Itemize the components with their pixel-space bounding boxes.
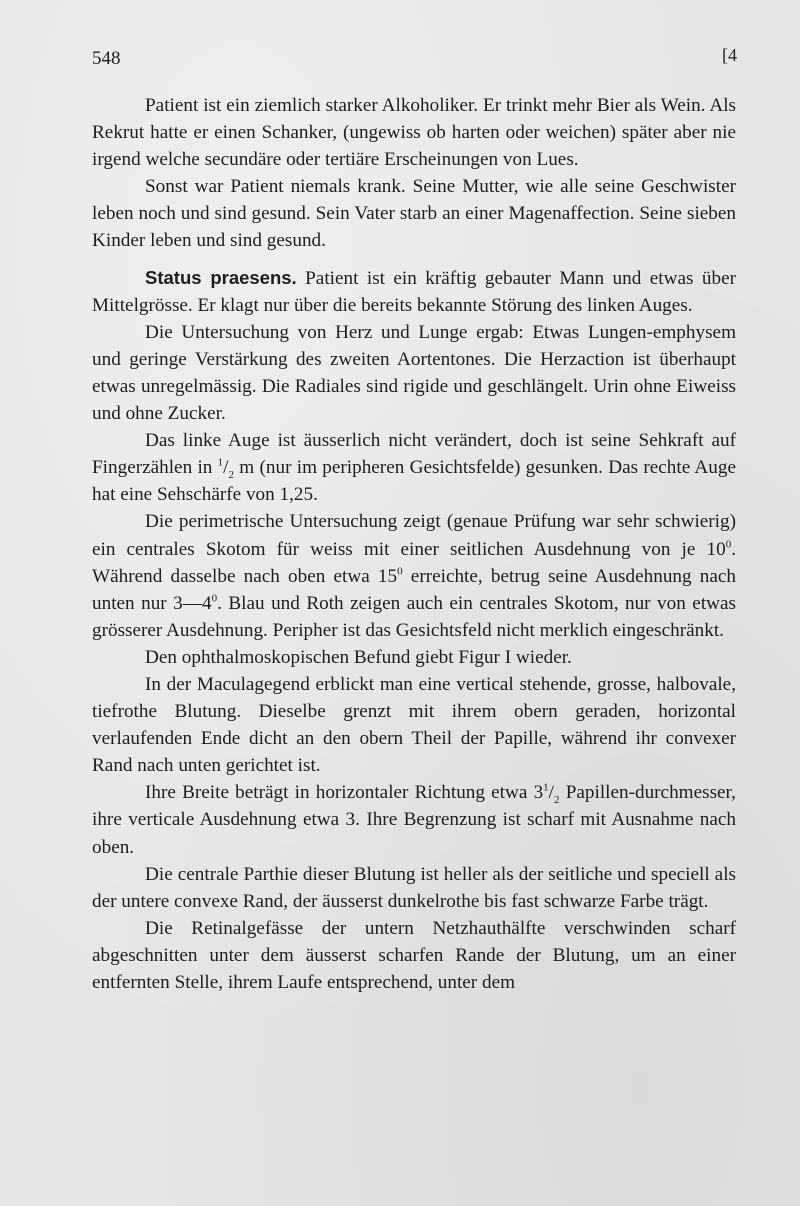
paragraph-left-eye: Das linke Auge ist äusserlich nicht verändert, doch ist seine Sehkraft auf Fingerzählen in $^1/_2$ m (nur im peripheren Gesichtsfelde) gesunken. Das rechte Auge hat eine Sehschärfe von 1,25. [92, 430, 736, 506]
paragraph-retinal-vessels: Die Retinalgefässe der untern Netzhauthälfte verschwinden scharf abgeschnitten unter dem äusserst scharfen Rande der Blutung, um an einer entfernten Stelle, ihrem Laufe entsprechend, unter dem [92, 917, 736, 993]
paragraph-family-history: Sonst war Patient niemals krank. Seine Mutter, wie alle seine Geschwister leben noch und sind gesund. Sein Vater starb an einer Magenaffection. Seine sieben Kinder leben und sind gesund. [92, 176, 736, 252]
paragraph-status-praesens: Status praesens. Patient ist ein kräftig gebauter Mann und etwas über Mittelgrösse. Er klagt nur über die bereits bekannte Störung des linken Auges. [92, 266, 736, 316]
paragraph-bleeding-color: Die centrale Parthie dieser Blutung ist heller als der seitliche und speciell als der untere convexe Rand, der äusserst dunkelrothe bis fast schwarze Farbe trägt. [92, 863, 736, 912]
paragraph-bleeding-size: Ihre Breite beträgt in horizontaler Richtung etwa $3^1/_2$ Papillen-durchmesser, ihre verticale Ausdehnung etwa 3. Ihre Begrenzung ist scharf mit Ausnahme nach oben. [92, 781, 736, 858]
section-heading-status-praesens: Status praesens. [145, 266, 297, 288]
body-text [92, 92, 736, 996]
paragraph-alcohol-history: Patient ist ein ziemlich starker Alkoholiker. Er trinkt mehr Bier als Wein. Als Rekrut hatte er einen Schanker, (ungewiss ob harten oder weichen) später aber nie irgend welche secundäre oder tertiäre Erscheinungen von Lues. [92, 95, 736, 171]
page-number: 548 [92, 48, 121, 69]
paragraph-macula-bleeding: In der Maculagegend erblickt man eine vertical stehende, grosse, halbovale, tiefrothe Blutung. Dieselbe grenzt mit ihrem obern geraden, horizontal verlaufenden Ende dicht an den obern Theil der Papille, während ihr convexer Rand nach unten gerichtet ist. [92, 673, 736, 777]
paragraph-perimetry: Die perimetrische Untersuchung zeigt (genaue Prüfung war sehr schwierig) ein centrales Skotom für weiss mit einer seitlichen Ausdehnung von je $10^0$. Während dasselbe nach oben etwa $15^0$ erreichte, betrug seine Ausdehnung nach unten nur $3—4^0$. Blau und Roth zeigen auch ein centrales Skotom, nur von etwas grösserer Ausdehnung. Peripher ist das Gesichtsfeld nicht merklich eingeschränkt. [92, 511, 736, 641]
page-header [92, 45, 737, 72]
paragraph-heart-lung-exam: Die Untersuchung von Herz und Lunge ergab: Etwas Lungen-emphysem und geringe Verstärkung des zweiten Aortentones. Die Herzaction ist überhaupt etwas unregelmässig. Die Radiales sind rigide und geschlängelt. Urin ohne Eiweiss und ohne Zucker. [92, 321, 736, 425]
paragraph-figure-reference: Den ophthalmoskopischen Befund giebt Figur I wieder. [145, 646, 572, 668]
signature-mark: [4 [722, 45, 737, 65]
